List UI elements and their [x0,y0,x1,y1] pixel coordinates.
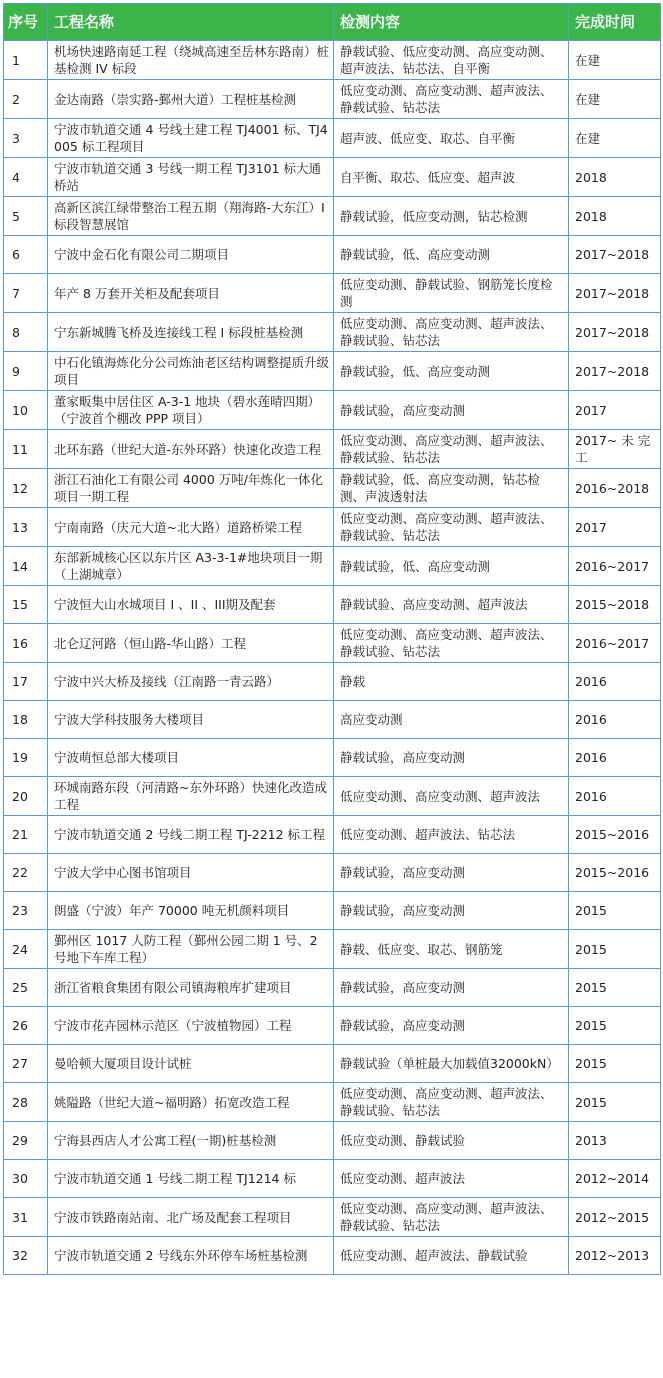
row-num: 21 [4,816,48,854]
row-project-name: 东部新城核心区以东片区 A3-3-1#地块项目一期（上湖城章） [48,547,334,586]
row-test-content: 低应变动测、高应变动测、超声波法 [334,777,569,816]
row-project-name: 环城南路东段（河清路~东外环路）快速化改造成工程 [48,777,334,816]
row-test-content: 低应变动测、高应变动测、超声波法、静载试验、钻芯法 [334,1198,569,1237]
row-project-name: 宁波市轨道交通 1 号线二期工程 TJ1214 标 [48,1160,334,1198]
row-num: 18 [4,701,48,739]
row-test-content: 静载、低应变、取芯、钢筋笼 [334,930,569,969]
row-completion-time: 2017~2018 [569,352,661,391]
row-num: 23 [4,892,48,930]
table-row [4,1007,661,1045]
row-test-content: 静载试验，高应变动测 [334,739,569,777]
row-project-name: 宁波市轨道交通 3 号线一期工程 TJ3101 标大通桥站 [48,158,334,197]
row-num: 2 [4,80,48,119]
row-num: 27 [4,1045,48,1083]
row-num: 5 [4,197,48,236]
row-project-name: 宁南南路（庆元大道~北大路）道路桥梁工程 [48,508,334,547]
row-num: 14 [4,547,48,586]
row-num: 32 [4,1237,48,1275]
row-completion-time: 2016 [569,701,661,739]
row-project-name: 宁波恒大山水城项目 I 、II 、III期及配套 [48,586,334,624]
row-num: 10 [4,391,48,430]
table-row [4,892,661,930]
row-num: 22 [4,854,48,892]
row-test-content: 低应变动测、高应变动测、超声波法、静载试验、钻芯法 [334,313,569,352]
row-completion-time: 2016~2017 [569,547,661,586]
row-test-content: 静载试验，高应变动测 [334,1007,569,1045]
row-project-name: 宁海县西店人才公寓工程(一期)桩基检测 [48,1122,334,1160]
project-table [3,3,661,1275]
table-row [4,274,661,313]
row-project-name: 宁波市轨道交通 4 号线土建工程 TJ4001 标、TJ4005 标工程项目 [48,119,334,158]
table-row [4,197,661,236]
row-project-name: 金达南路（崇实路-鄞州大道）工程桩基检测 [48,80,334,119]
header-test: 检测内容 [334,4,569,41]
row-test-content: 低应变动测、超声波法、静载试验 [334,1237,569,1275]
row-test-content: 静载试验，低应变动测，钻芯检测 [334,197,569,236]
row-project-name: 浙江石油化工有限公司 4000 万吨/年炼化一体化项目一期工程 [48,469,334,508]
row-completion-time: 2016~2017 [569,624,661,663]
row-num: 20 [4,777,48,816]
table-row [4,969,661,1007]
row-completion-time: 2012~2013 [569,1237,661,1275]
row-completion-time: 2015 [569,930,661,969]
table-row [4,1083,661,1122]
row-project-name: 北仑辽河路（恒山路-华山路）工程 [48,624,334,663]
row-project-name: 浙江省粮食集团有限公司镇海粮库扩建项目 [48,969,334,1007]
row-completion-time: 2016 [569,663,661,701]
table-row [4,80,661,119]
row-project-name: 曼哈顿大厦项目设计试桩 [48,1045,334,1083]
row-test-content: 静载试验，低、高应变动测 [334,236,569,274]
row-num: 15 [4,586,48,624]
row-project-name: 宁波市铁路南站南、北广场及配套工程项目 [48,1198,334,1237]
row-num: 8 [4,313,48,352]
row-completion-time: 2015~2018 [569,586,661,624]
row-project-name: 年产 8 万套开关柜及配套项目 [48,274,334,313]
row-completion-time: 2017~2018 [569,274,661,313]
table-row [4,236,661,274]
row-test-content: 低应变动测、高应变动测、超声波法、静载试验、钻芯法 [334,624,569,663]
table-row [4,41,661,80]
row-test-content: 超声波、低应变、取芯、自平衡 [334,119,569,158]
row-completion-time: 2012~2015 [569,1198,661,1237]
table-row [4,1160,661,1198]
table-header [4,4,661,41]
row-test-content: 静载试验、高应变动测、超声波法 [334,586,569,624]
header-name: 工程名称 [48,4,334,41]
row-project-name: 董家畈集中居住区 A-3-1 地块（碧水莲晴四期）（宁波首个棚改 PPP 项目） [48,391,334,430]
row-completion-time: 2017~2018 [569,236,661,274]
row-num: 4 [4,158,48,197]
row-num: 31 [4,1198,48,1237]
row-completion-time: 2017 [569,391,661,430]
table-row [4,854,661,892]
row-test-content: 低应变动测、静载试验、钢筋笼长度检测 [334,274,569,313]
row-completion-time: 2017~ 未 完工 [569,430,661,469]
row-test-content: 静载试验，低、高应变动测 [334,547,569,586]
row-project-name: 宁东新城腾飞桥及连接线工程 I 标段桩基检测 [48,313,334,352]
table-row [4,352,661,391]
row-completion-time: 在建 [569,119,661,158]
row-completion-time: 2015~2016 [569,854,661,892]
row-completion-time: 2015 [569,969,661,1007]
row-test-content: 静载试验（单桩最大加载值32000kN） [334,1045,569,1083]
table-row [4,313,661,352]
row-completion-time: 2015~2016 [569,816,661,854]
row-project-name: 宁波市轨道交通 2 号线东外环停车场桩基检测 [48,1237,334,1275]
row-num: 7 [4,274,48,313]
row-test-content: 高应变动测 [334,701,569,739]
row-num: 24 [4,930,48,969]
row-test-content: 自平衡、取芯、低应变、超声波 [334,158,569,197]
header-time: 完成时间 [569,4,661,41]
row-test-content: 低应变动测、高应变动测、超声波法、静载试验、钻芯法 [334,1083,569,1122]
table-row [4,158,661,197]
row-num: 17 [4,663,48,701]
table-row [4,1045,661,1083]
header-num: 序号 [4,4,48,41]
row-project-name: 宁波大学中心图书馆项目 [48,854,334,892]
row-test-content: 低应变动测、超声波法、钻芯法 [334,816,569,854]
row-test-content: 静载 [334,663,569,701]
table-row [4,508,661,547]
row-test-content: 静载试验，高应变动测 [334,969,569,1007]
row-test-content: 低应变动测、静载试验 [334,1122,569,1160]
row-project-name: 宁波大学科技服务大楼项目 [48,701,334,739]
row-num: 1 [4,41,48,80]
table-row [4,1198,661,1237]
row-num: 9 [4,352,48,391]
row-num: 16 [4,624,48,663]
row-completion-time: 2015 [569,1007,661,1045]
row-test-content: 静载试验，低、高应变动测 [334,352,569,391]
table-row [4,663,661,701]
row-test-content: 低应变动测、高应变动测、超声波法、静载试验、钻芯法 [334,430,569,469]
row-completion-time: 2013 [569,1122,661,1160]
table-row [4,930,661,969]
row-num: 6 [4,236,48,274]
table-row [4,119,661,158]
row-completion-time: 2015 [569,1045,661,1083]
row-project-name: 北环东路（世纪大道-东外环路）快速化改造工程 [48,430,334,469]
row-project-name: 宁波中金石化有限公司二期项目 [48,236,334,274]
row-completion-time: 2017 [569,508,661,547]
row-completion-time: 2015 [569,892,661,930]
row-num: 19 [4,739,48,777]
table-row [4,469,661,508]
table-row [4,701,661,739]
row-project-name: 宁波市花卉园林示范区（宁波植物园）工程 [48,1007,334,1045]
table-row [4,391,661,430]
row-completion-time: 2015 [569,1083,661,1122]
table-row [4,777,661,816]
row-test-content: 低应变动测、超声波法 [334,1160,569,1198]
row-project-name: 机场快速路南延工程（绕城高速至岳林东路南）桩基检测 IV 标段 [48,41,334,80]
row-test-content: 低应变动测、高应变动测、超声波法、静载试验、钻芯法 [334,80,569,119]
table-body [4,41,661,1275]
table-row [4,430,661,469]
row-test-content: 静载试验，高应变动测 [334,854,569,892]
row-project-name: 宁波市轨道交通 2 号线二期工程 TJ-2212 标工程 [48,816,334,854]
table-row [4,624,661,663]
row-num: 12 [4,469,48,508]
table-row [4,586,661,624]
row-project-name: 宁波萌恒总部大楼项目 [48,739,334,777]
row-num: 28 [4,1083,48,1122]
row-test-content: 静载试验，低、高应变动测，钻芯检测、声波透射法 [334,469,569,508]
table-row [4,739,661,777]
row-completion-time: 在建 [569,41,661,80]
row-num: 29 [4,1122,48,1160]
row-project-name: 朗盛（宁波）年产 70000 吨无机颜料项目 [48,892,334,930]
table-row [4,1237,661,1275]
row-project-name: 宁波中兴大桥及接线（江南路一青云路） [48,663,334,701]
row-project-name: 姚隘路（世纪大道~福明路）拓宽改造工程 [48,1083,334,1122]
row-completion-time: 2012~2014 [569,1160,661,1198]
table-row [4,1122,661,1160]
row-test-content: 静载试验，高应变动测 [334,391,569,430]
row-test-content: 低应变动测、高应变动测、超声波法、静载试验、钻芯法 [334,508,569,547]
row-project-name: 高新区滨江绿带整治工程五期（翔海路-大东江）I 标段智慧展馆 [48,197,334,236]
row-completion-time: 2016~2018 [569,469,661,508]
row-num: 3 [4,119,48,158]
row-completion-time: 2017~2018 [569,313,661,352]
table-row [4,547,661,586]
row-test-content: 静载试验，高应变动测 [334,892,569,930]
table-row [4,816,661,854]
row-completion-time: 2016 [569,777,661,816]
row-num: 11 [4,430,48,469]
row-project-name: 鄞州区 1017 人防工程（鄞州公园二期 1 号、2 号地下车库工程） [48,930,334,969]
row-test-content: 静载试验、低应变动测、高应变动测、超声波法、钻芯法、自平衡 [334,41,569,80]
row-num: 26 [4,1007,48,1045]
row-completion-time: 2016 [569,739,661,777]
header-row [4,4,661,41]
row-num: 30 [4,1160,48,1198]
row-completion-time: 2018 [569,197,661,236]
row-project-name: 中石化镇海炼化分公司炼油老区结构调整提质升级项目 [48,352,334,391]
row-num: 13 [4,508,48,547]
row-completion-time: 在建 [569,80,661,119]
row-num: 25 [4,969,48,1007]
row-completion-time: 2018 [569,158,661,197]
